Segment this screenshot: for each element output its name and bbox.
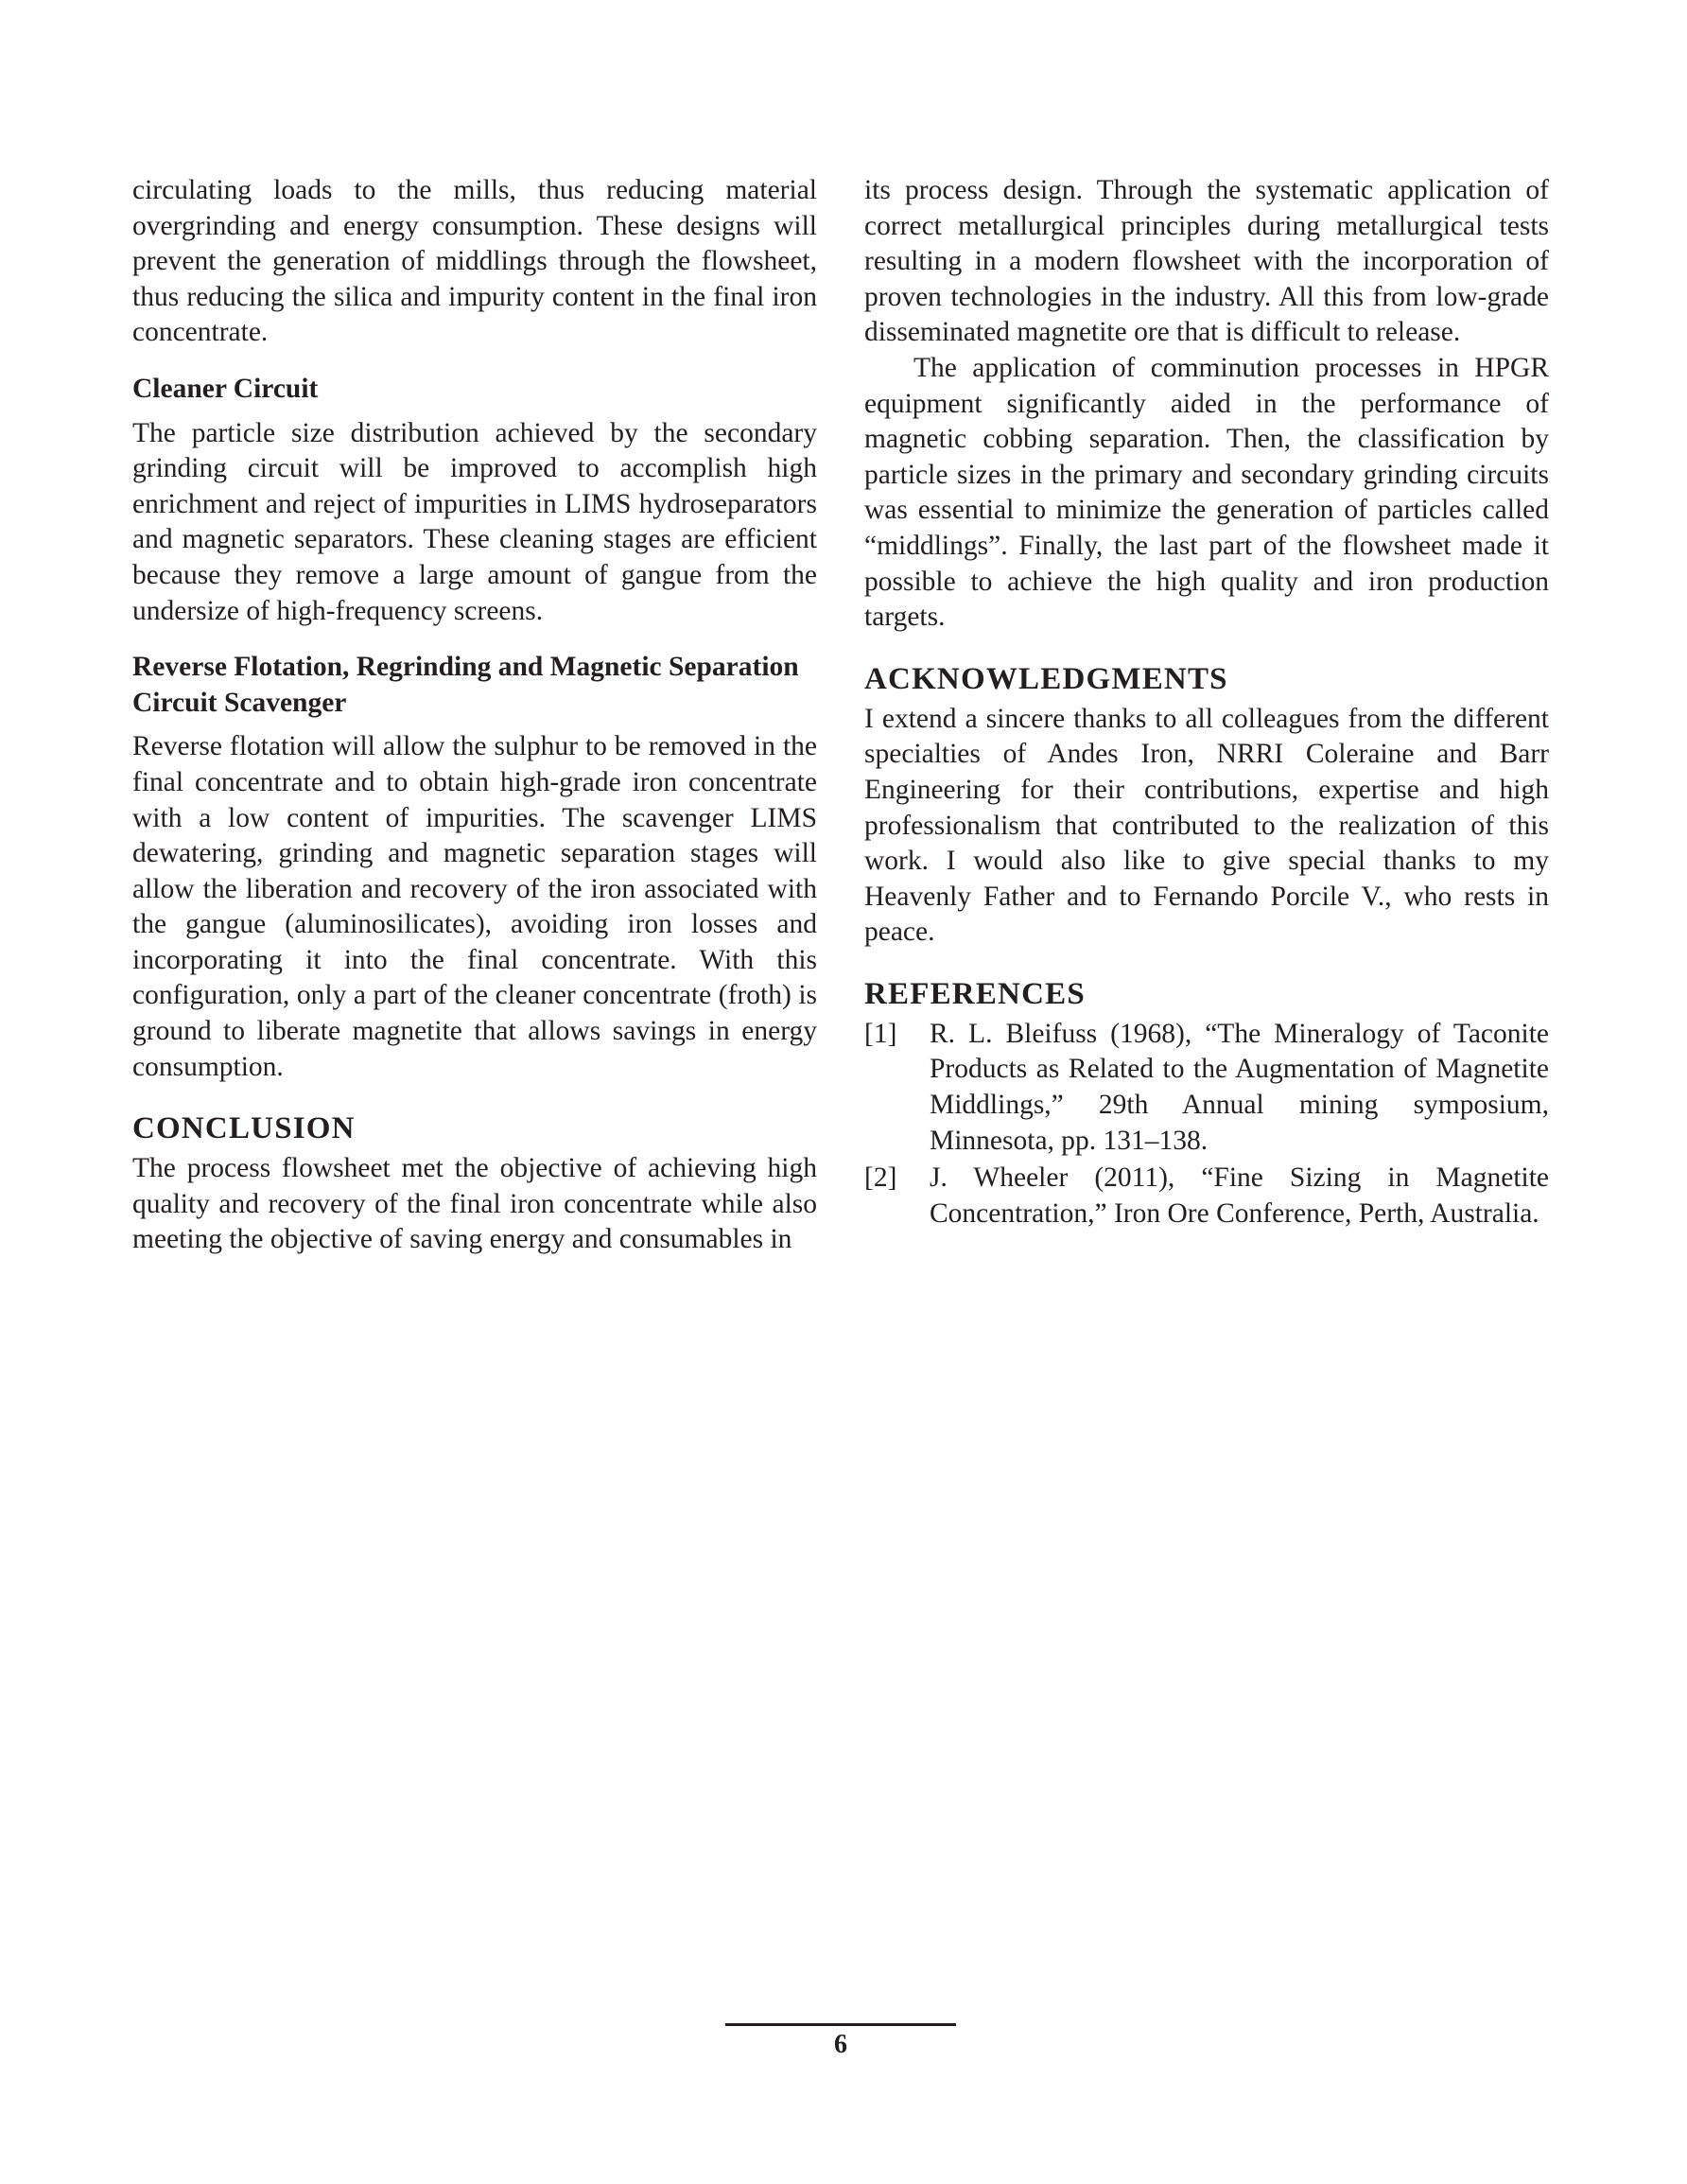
conclusion-heading: CONCLUSION (132, 1111, 356, 1146)
right-column (864, 173, 1549, 1233)
footer-rule (725, 2023, 956, 2026)
reference-number: [1] (864, 1018, 897, 1049)
reverse-flotation-heading: Reverse Flotation, Regrinding and Magnetic Separation Circuit Scavenger (132, 652, 799, 718)
reference-item (864, 1017, 1549, 1159)
acknowledgments-heading: ACKNOWLEDGMENTS (864, 661, 1228, 696)
conclusion-continued: its process design. Through the systematic application of correct metallurgical principles during metallurgical tests resulting in a modern flowsheet with the incorporation of proven technologies in the industry. All this from low-grade disseminated magnetite ore that is difficult to release. (864, 175, 1549, 348)
reverse-flotation-body: Reverse flotation will allow the sulphur to be removed in the final concentrate and to obtain high-grade iron concentrate with a low content of impurities. The scavenger LIMS dewatering, grinding and magnetic separation stages will allow the liberation and recovery of the iron associated with the gangue (aluminosilicates), avoiding iron losses and incorporating it into the final concentrate. With this configuration, only a part of the cleaner concentrate (froth) is ground to liberate magnetite that allows savings in energy consumption. (132, 731, 817, 1082)
reference-item (864, 1161, 1549, 1232)
conclusion-paragraph-2: The application of comminution processes in HPGR equipment significantly aided in the performance of magnetic cobbing separation. Then, the classification by particle sizes in the primary and secondary grinding circuits was essential to minimize the generation of particles called “middlings”. Finally, the last part of the flowsheet made it possible to achieve the high quality and iron production targets. (864, 352, 1549, 633)
cleaner-circuit-heading: Cleaner Circuit (132, 373, 319, 404)
intro-paragraph: circulating loads to the mills, thus reducing material overgrinding and energy consumption. These designs will prevent the generation of middlings through the flowsheet, thus reducing the silica and impurity content in the final iron concentrate. (132, 175, 817, 348)
acknowledgments-body: I extend a sincere thanks to all colleagues from the different specialties of Andes Iron, NRRI Coleraine and Barr Engineering for their contributions, expertise and high professionalism that contributed to the realization of this work. I would also like to give special thanks to my Heavenly Father and to Fernando Porcile V., who rests in peace. (864, 703, 1549, 948)
reference-text: J. Wheeler (2011), “Fine Sizing in Magnetite Concentration,” Iron Ore Conference, Perth, Australia. (930, 1162, 1549, 1229)
left-column (132, 173, 817, 1258)
reference-number: [2] (864, 1162, 897, 1194)
references-heading: REFERENCES (864, 976, 1086, 1011)
cleaner-circuit-body: The particle size distribution achieved by the secondary grinding circuit will be improved to accomplish high enrichment and reject of impurities in LIMS hydroseparators and magnetic separators. These cleaning stages are efficient because they remove a large amount of gangue from the undersize of high-frequency screens. (132, 417, 817, 626)
page-number: 6 (834, 2030, 847, 2059)
conclusion-body: The process flowsheet met the objective of achieving high quality and recovery of the final iron concentrate while also meeting the objective of saving energy and consumables in (132, 1153, 817, 1255)
reference-text: R. L. Bleifuss (1968), “The Mineralogy of Taconite Products as Related to the Augmentation of Magnetite Middlings,” 29th Annual mining symposium, Minnesota, pp. 131–138. (930, 1018, 1549, 1156)
references-list (864, 1017, 1549, 1232)
